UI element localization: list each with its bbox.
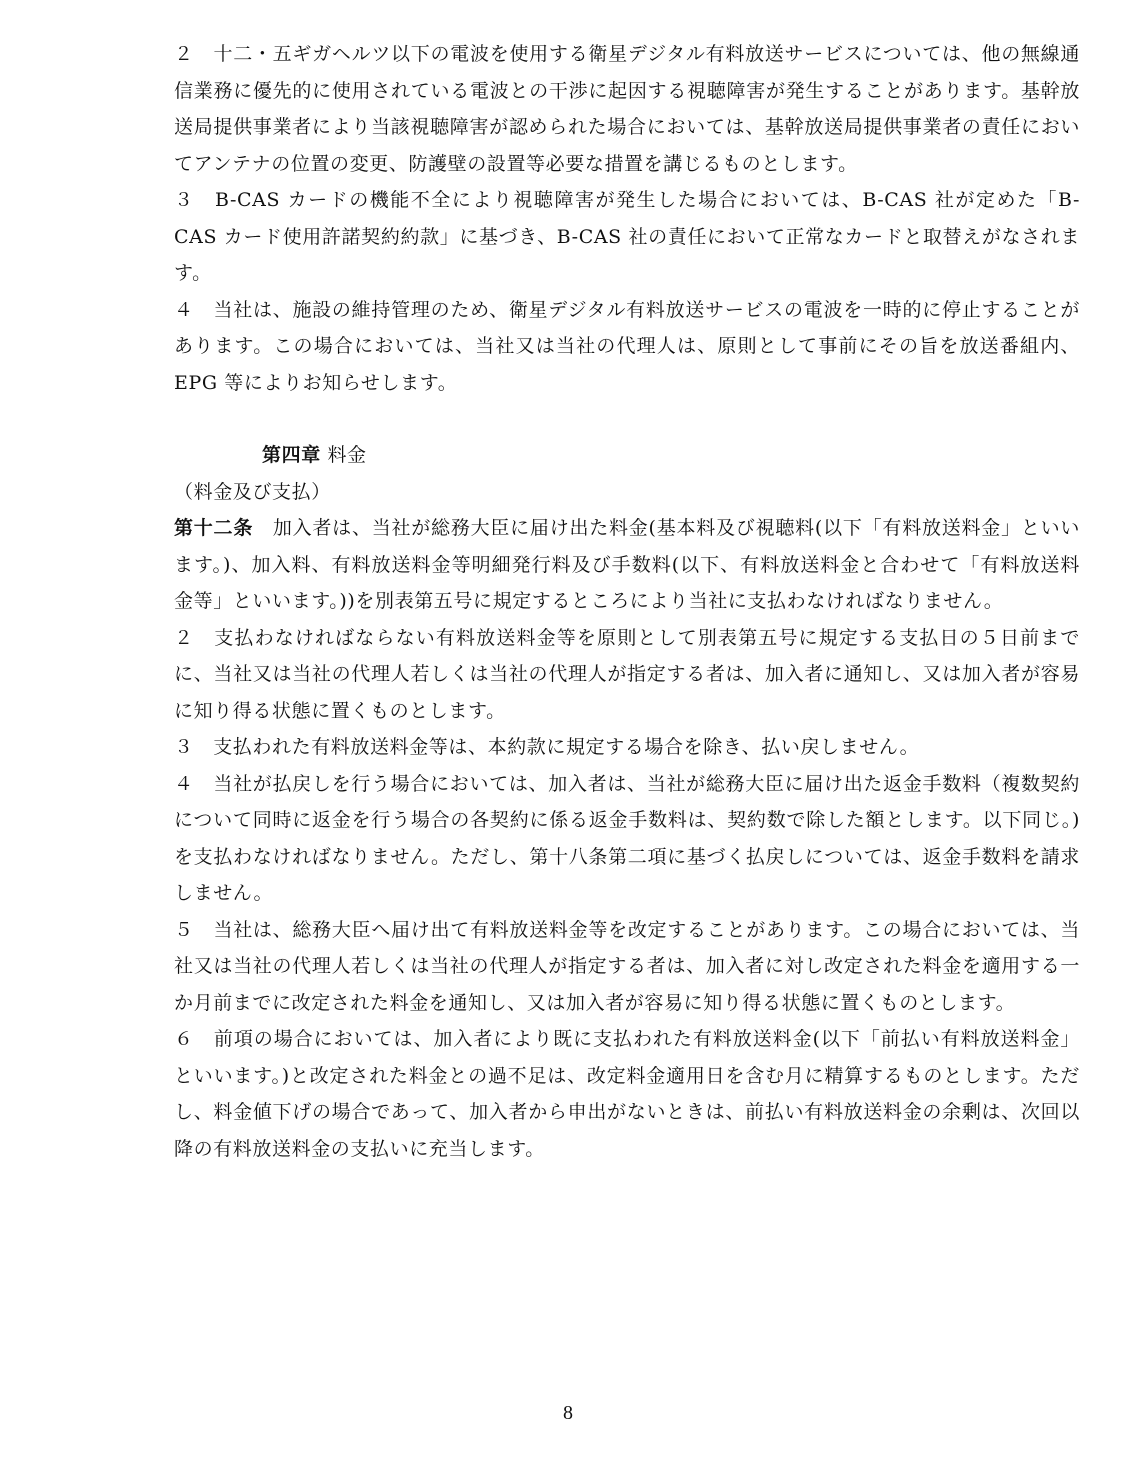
chapter-title: 料金 [327, 444, 367, 466]
section-spacer [174, 401, 1080, 437]
chapter-number: 第四章 [262, 444, 321, 466]
article-12-item-3: ３ 支払われた有料放送料金等は、本約款に規定する場合を除き、払い戻しません。 [174, 736, 920, 758]
article-body: 加入者は、当社が総務大臣に届け出た料金(基本料及び視聴料(以下「有料放送料金」といいます。)、加入料、有料放送料金等明細発行料及び手数料(以下、有料放送料金と合わせて「有料放送料金等」といいます。))を別表第五号に規定するところにより当社に支払わなければなりません。 [174, 517, 1080, 612]
article-12-item-6: ６ 前項の場合においては、加入者により既に支払われた有料放送料金(以下「前払い有料放送料金」といいます。)と改定された料金との過不足は、改定料金適用日を含む月に精算するものとします。ただし、料金値下げの場合であって、加入者から申出がないときは、前払い有料放送料金の余剰は、次回以降の有料放送料金の支払いに充当します。 [174, 1028, 1080, 1160]
article-12-item-5: ５ 当社は、総務大臣へ届け出て有料放送料金等を改定することがあります。この場合においては、当社又は当社の代理人若しくは当社の代理人が指定する者は、加入者に対し改定された料金を適用する一か月前までに改定された料金を通知し、又は加入者が容易に知り得る状態に置くものとします。 [174, 918, 1080, 1014]
page-number: 8 [563, 1402, 573, 1424]
paragraph-clause-2: ２ 十二・五ギガヘルツ以下の電波を使用する衛星デジタル有料放送サービスについては、他の無線通信業務に優先的に使用されている電波との干渉に起因する視聴障害が発生することがあります。基幹放送局提供事業者により当該視聴障害が認められた場合においては、基幹放送局提供事業者の責任においてアンテナの位置の変更、防護壁の設置等必要な措置を講じるものとします。 [174, 43, 1080, 175]
article-caption: （料金及び支払） [174, 480, 331, 503]
chapter-heading [174, 437, 1080, 474]
paragraph-clause-4: ４ 当社は、施設の維持管理のため、衛星デジタル有料放送サービスの電波を一時的に停止することがあります。この場合においては、当社又は当社の代理人は、原則として事前にその旨を放送番組内、EPG 等によりお知らせします。 [174, 298, 1080, 394]
paragraph-clause-3: ３ B-CAS カードの機能不全により視聴障害が発生した場合においては、B-CAS 社が定めた「B-CAS カード使用許諾契約約款」に基づき、B-CAS 社の責任において正常なカードと取替えがなされます。 [174, 189, 1080, 284]
document-page [174, 36, 1080, 1167]
article-12 [174, 510, 1080, 620]
article-12-item-2: ２ 支払わなければならない有料放送料金等を原則として別表第五号に規定する支払日の５日前までに、当社又は当社の代理人若しくは当社の代理人が指定する者は、加入者に通知し、又は加入者が容易に知り得る状態に置くものとします。 [174, 626, 1080, 722]
article-number: 第十二条 [174, 517, 254, 539]
article-12-item-4: ４ 当社が払戻しを行う場合においては、加入者は、当社が総務大臣に届け出た返金手数料（複数契約について同時に返金を行う場合の各契約に係る返金手数料は、契約数で除した額とします。以下同じ。)を支払わなければなりません。ただし、第十八条第二項に基づく払戻しについては、返金手数料を請求しません。 [174, 772, 1080, 904]
